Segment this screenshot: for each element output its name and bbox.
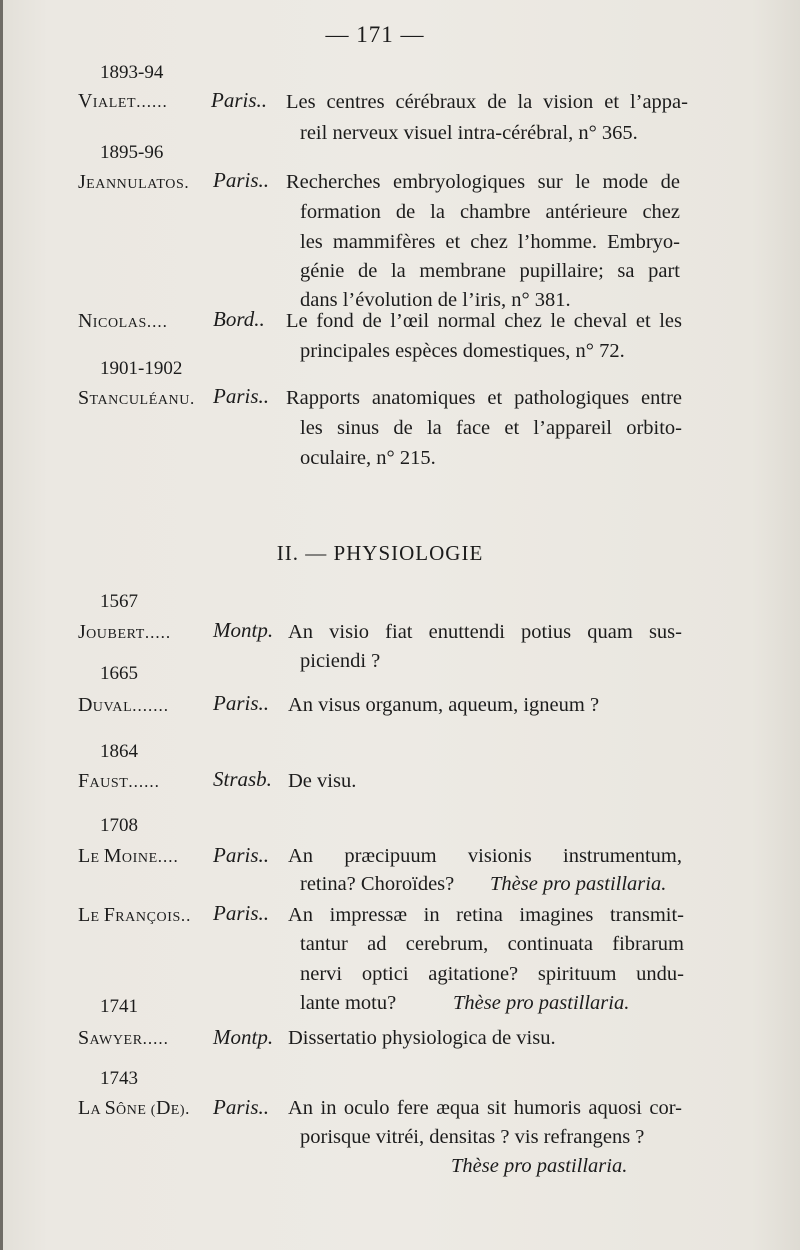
entry-city: Paris..: [213, 168, 270, 192]
entry-text-line: génie de la membrane pupillaire; sa part: [300, 261, 680, 282]
entry-author: VIALET......: [78, 90, 168, 112]
entry-text-line: An visio fiat enuttendi potius quam sus-: [288, 622, 682, 643]
entry-city: Bord..: [213, 307, 265, 331]
entry-city: Paris..: [213, 691, 270, 715]
page-edge-shadow: [0, 0, 3, 1250]
entry-year: 1567: [100, 591, 138, 612]
entry-text-line: les mammifères et chez l’homme. Embryo-: [300, 232, 680, 253]
entry-text-line: tantur ad cerebrum, continuata fibrarum: [300, 934, 684, 955]
entry-text-line: reil nerveux visuel intra-cérébral, n° 365.: [300, 122, 638, 144]
entry-text-line: An in oculo fere æqua sit humoris aquosi cor-: [288, 1098, 682, 1119]
entry-year: 1741: [100, 996, 138, 1017]
entry-year: 1708: [100, 815, 138, 836]
entry-text-line: formation de la chambre antérieure chez: [300, 202, 680, 223]
entry-text-line: lante motu?: [300, 992, 397, 1014]
entry-thesis-note: Thèse pro pastillaria.: [490, 873, 667, 895]
entry-author: FAUST......: [78, 770, 160, 792]
entry-author: NICOLAS....: [78, 310, 168, 332]
entry-year: 1665: [100, 663, 138, 684]
entry-city: Paris..: [213, 384, 270, 408]
entry-author: LE FRANÇOIS..: [78, 904, 192, 926]
entry-city: Montp.: [213, 1025, 274, 1049]
entry-year: 1743: [100, 1068, 138, 1089]
entry-text-line: Recherches embryologiques sur le mode de: [286, 172, 680, 193]
entry-city: Strasb.: [213, 767, 272, 791]
entry-author: DUVAL.......: [78, 694, 169, 716]
entry-author: LA SÔNE (DE).: [78, 1097, 191, 1119]
entry-text-line: piciendi ?: [300, 650, 381, 672]
entry-city: Paris..: [213, 901, 270, 925]
entry-text-line: Le fond de l’œil normal chez le cheval et les: [286, 311, 682, 332]
entry-city: Paris..: [213, 843, 270, 867]
entry-thesis-note: Thèse pro pastillaria.: [451, 1155, 628, 1177]
entry-author: LE MOINE....: [78, 845, 179, 867]
entry-author: JOUBERT.....: [78, 621, 172, 643]
section-heading: II. — PHYSIOLOGIE: [276, 541, 484, 565]
entry-text-line: dans l’évolution de l’iris, n° 381.: [300, 289, 571, 311]
entry-text-line: les sinus de la face et l’appareil orbito-: [300, 418, 682, 439]
entry-text-line: porisque vitréi, densitas ? vis refrangens ?: [300, 1126, 645, 1148]
entry-text-line: oculaire, n° 215.: [300, 447, 436, 469]
entry-text-line: nervi optici agitatione? spirituum undu-: [300, 964, 684, 985]
entry-thesis-note: Thèse pro pastillaria.: [453, 992, 630, 1014]
entry-year: 1895-96: [100, 142, 164, 163]
entry-text-line: De visu.: [288, 770, 357, 792]
entry-year: 1893-94: [100, 62, 164, 83]
entry-text-line: An visus organum, aqueum, igneum ?: [288, 694, 600, 716]
entry-text-line: Dissertatio physiologica de visu.: [288, 1027, 556, 1049]
page-number: — 171 —: [325, 22, 425, 47]
entry-author: SAWYER.....: [78, 1027, 169, 1049]
entry-text-line: Rapports anatomiques et pathologiques entre: [286, 388, 682, 409]
entry-author: STANCULÉANU.: [78, 387, 196, 409]
entry-year: 1864: [100, 741, 138, 762]
entry-text-line: Les centres cérébraux de la vision et l’appa-: [286, 92, 688, 113]
entry-city: Paris..: [211, 88, 268, 112]
entry-author: JEANNULATOS.: [78, 171, 190, 193]
entry-text-line: principales espèces domestiques, n° 72.: [300, 340, 625, 362]
entry-city: Paris..: [213, 1095, 270, 1119]
entry-text-line: retina? Choroïdes?: [300, 873, 455, 895]
entry-year: 1901-1902: [100, 358, 183, 379]
entry-text-line: An præcipuum visionis instrumentum,: [288, 846, 682, 867]
entry-city: Montp.: [213, 618, 274, 642]
entry-text-line: An impressæ in retina imagines transmit-: [288, 905, 684, 926]
